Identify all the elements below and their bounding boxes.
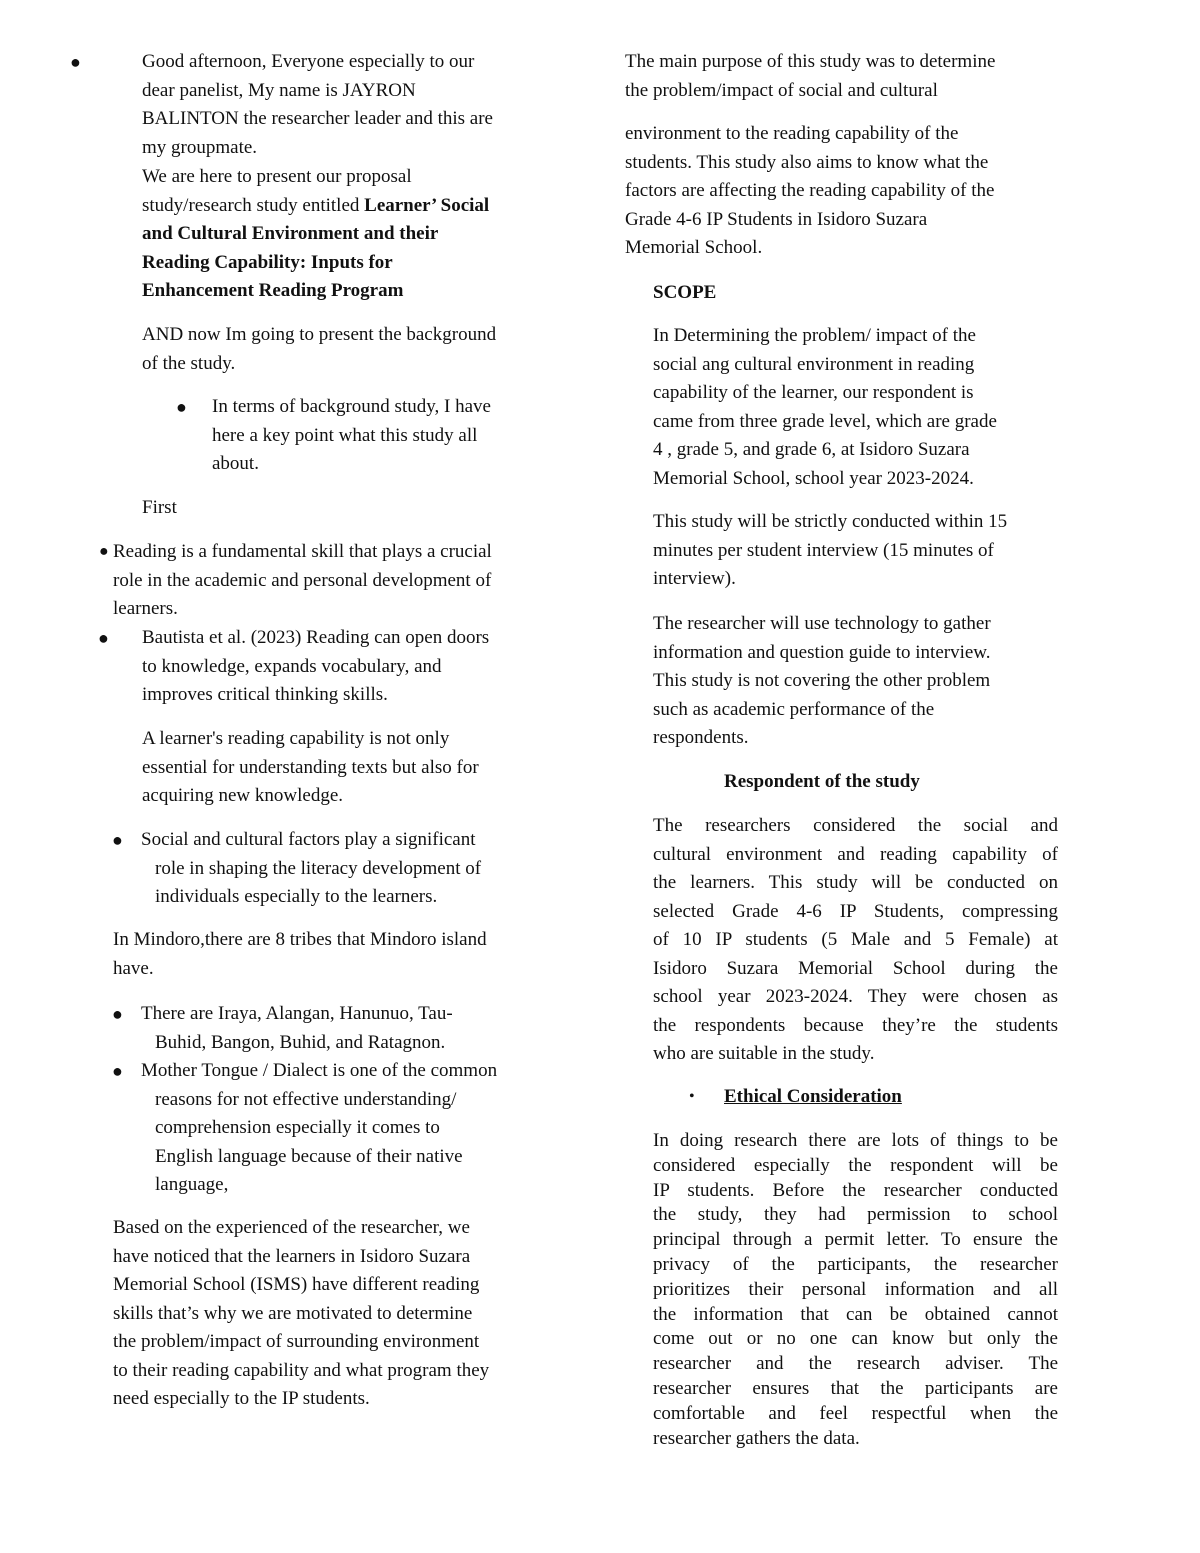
text-line: reasons for not effective understanding/ <box>155 1088 457 1110</box>
key-point-paragraph <box>212 393 562 479</box>
text-line: acquiring new knowledge. <box>142 785 344 806</box>
text-line: researcher gathers the data. <box>653 1427 860 1449</box>
text-line: 4 , grade 5, and grade 6, at Isidoro Suzara <box>653 439 970 460</box>
text-line: have noticed that the learners in Isidoro Suzara <box>113 1245 471 1267</box>
text-line: Reading is a fundamental skill that plays a crucial <box>113 541 492 562</box>
mother-tongue-paragraph <box>141 1057 565 1200</box>
bullet-intro: ● <box>70 52 81 72</box>
bullet-ethical: • <box>689 1088 695 1105</box>
scope-paragraph <box>653 322 1063 493</box>
text-line: environment to the reading capability of the <box>625 123 959 144</box>
purpose-paragraph <box>625 48 1065 105</box>
text-line: factors are affecting the reading capability of the <box>625 180 995 201</box>
text-line: such as academic performance of the <box>653 698 935 720</box>
text-line: skills that’s why we are motivated to determine <box>113 1302 473 1324</box>
text-line: The main purpose of this study was to determine <box>625 51 996 72</box>
text-line: the learners. This study will be conducted on <box>653 872 1058 893</box>
text-line: Based on the experienced of the researcher, we <box>113 1217 470 1238</box>
conducted-paragraph <box>653 508 1063 594</box>
study-title-line: Enhancement Reading Program <box>142 280 404 301</box>
text-line: need especially to the IP students. <box>113 1388 370 1409</box>
text-run: study/research study entitled <box>142 194 365 216</box>
study-title-line: and Cultural Environment and their <box>142 223 439 244</box>
text-line: AND now Im going to present the background <box>142 324 497 345</box>
text-line: Social and cultural factors play a significant <box>141 829 476 850</box>
text-line: researcher ensures that the participants are <box>653 1377 1058 1399</box>
respondent-heading: Respondent of the study <box>724 771 920 792</box>
text-line: school year 2023-2024. They were chosen as <box>653 986 1058 1007</box>
text-line: learners. <box>113 598 178 619</box>
text-line: English language because of their native <box>155 1145 463 1167</box>
social-paragraph <box>141 826 565 912</box>
respondent-paragraph <box>653 812 1058 1069</box>
text-line: privacy of the participants, the researcher <box>653 1253 1058 1275</box>
text-line: prioritizes their personal information and all <box>653 1278 1058 1300</box>
text-line: In doing research there are lots of things to be <box>653 1130 1058 1151</box>
text-line: students. This study also aims to know what the <box>625 151 989 173</box>
bullet-tribes: ● <box>112 1004 123 1024</box>
text-line: A learner's reading capability is not only <box>142 728 450 749</box>
experience-paragraph <box>113 1214 563 1414</box>
text-line: selected Grade 4-6 IP Students, compressing <box>653 900 1058 922</box>
text-line: respondents. <box>653 727 749 748</box>
text-line: considered especially the respondent will be <box>653 1154 1058 1176</box>
text-line: essential for understanding texts but also for <box>142 756 479 778</box>
bullet-reading: ● <box>99 543 109 560</box>
text-line: researcher and the research adviser. The <box>653 1353 1058 1375</box>
reading-paragraph <box>113 538 563 624</box>
text-line: who are suitable in the study. <box>653 1043 875 1064</box>
text-line: Good afternoon, Everyone especially to our <box>142 51 475 72</box>
text-line: here a key point what this study all <box>212 424 478 446</box>
bullet-social: ● <box>112 830 123 850</box>
text-line: In Determining the problem/ impact of the <box>653 325 976 346</box>
text-line: about. <box>212 453 259 474</box>
learner-paragraph <box>142 725 562 811</box>
text-line: came from three grade level, which are grade <box>653 410 997 432</box>
text-line: the information that can be obtained cannot <box>653 1303 1058 1325</box>
text-line: role in the academic and personal development of <box>113 569 492 591</box>
text-line: comfortable and feel respectful when the <box>653 1402 1058 1424</box>
present-paragraph <box>142 163 562 306</box>
ethical-heading: Ethical Consideration <box>724 1086 902 1107</box>
text-line: minutes per student interview (15 minutes of <box>653 539 994 561</box>
text-line: Grade 4-6 IP Students in Isidoro Suzara <box>625 208 928 230</box>
text-line: interview). <box>653 568 736 589</box>
technology-paragraph <box>653 610 1063 753</box>
text-line: Mother Tongue / Dialect is one of the common <box>141 1060 498 1081</box>
text-line: the respondents because they’re the students <box>653 1014 1058 1036</box>
text-line: BALINTON the researcher leader and this are <box>142 108 493 129</box>
text-line: dear panelist, My name is JAYRON <box>142 79 416 101</box>
first-label: First <box>142 497 177 518</box>
text-line: Memorial School. <box>625 237 763 258</box>
text-line: the study, they had permission to school <box>653 1204 1058 1226</box>
text-line: role in shaping the literacy development of <box>155 857 482 879</box>
text-line: individuals especially to the learners. <box>155 886 438 907</box>
text-line: come out or no one can know but only the <box>653 1328 1058 1350</box>
text-line: We are here to present our proposal <box>142 166 412 187</box>
text-line: Isidoro Suzara Memorial School during the <box>653 957 1058 979</box>
text-line: principal through a permit letter. To ensure the <box>653 1229 1058 1251</box>
text-line: improves critical thinking skills. <box>142 684 388 705</box>
text-line: information and question guide to interview. <box>653 641 991 663</box>
mindoro-paragraph <box>113 926 563 983</box>
text-line: to knowledge, expands vocabulary, and <box>142 655 442 677</box>
bautista-paragraph <box>142 624 562 710</box>
bullet-bautista: ● <box>98 628 109 648</box>
bullet-key-point: ● <box>176 397 187 417</box>
text-line: Bautista et al. (2023) Reading can open doors <box>142 627 490 648</box>
study-title-part: Learner’ Social <box>364 194 490 216</box>
text-line: capability of the learner, our respondent is <box>653 382 974 403</box>
text-line: of the study. <box>142 352 236 374</box>
text-line: In Mindoro,there are 8 tribes that Mindoro island <box>113 929 487 950</box>
text-line: Memorial School, school year 2023-2024. <box>653 467 974 489</box>
text-line: Buhid, Bangon, Buhid, and Ratagnon. <box>155 1031 446 1053</box>
scope-heading: SCOPE <box>653 282 717 303</box>
text-line: This study is not covering the other problem <box>653 670 991 691</box>
text-line: language, <box>155 1174 229 1195</box>
text-line: comprehension especially it comes to <box>155 1117 440 1138</box>
text-line: of 10 IP students (5 Male and 5 Female) at <box>653 929 1058 950</box>
text-line: There are Iraya, Alangan, Hanunuo, Tau- <box>141 1003 453 1024</box>
text-line: IP students. Before the researcher conducted <box>653 1179 1058 1201</box>
text-line: my groupmate. <box>142 136 258 158</box>
text-line: social ang cultural environment in reading <box>653 353 975 375</box>
ethical-paragraph <box>653 1129 1058 1451</box>
text-line: The researcher will use technology to gather <box>653 613 991 634</box>
text-line: cultural environment and reading capability of <box>653 843 1058 865</box>
text-line: the problem/impact of social and cultural <box>625 79 938 101</box>
purpose-continued-paragraph <box>625 120 1065 263</box>
text-line: to their reading capability and what program they <box>113 1359 490 1381</box>
text-line: The researchers considered the social and <box>653 815 1058 836</box>
text-line: have. <box>113 957 154 979</box>
bullet-mother-tongue: ● <box>112 1061 123 1081</box>
intro-paragraph <box>142 48 562 162</box>
text-line <box>142 192 562 221</box>
tribes-paragraph <box>141 1000 565 1057</box>
text-line: the problem/impact of surrounding environment <box>113 1331 480 1352</box>
background-paragraph <box>142 321 562 378</box>
text-line: Memorial School (ISMS) have different reading <box>113 1274 480 1295</box>
text-line: In terms of background study, I have <box>212 396 491 417</box>
text-line: This study will be strictly conducted within 15 <box>653 511 1008 532</box>
study-title-line: Reading Capability: Inputs for <box>142 251 393 273</box>
